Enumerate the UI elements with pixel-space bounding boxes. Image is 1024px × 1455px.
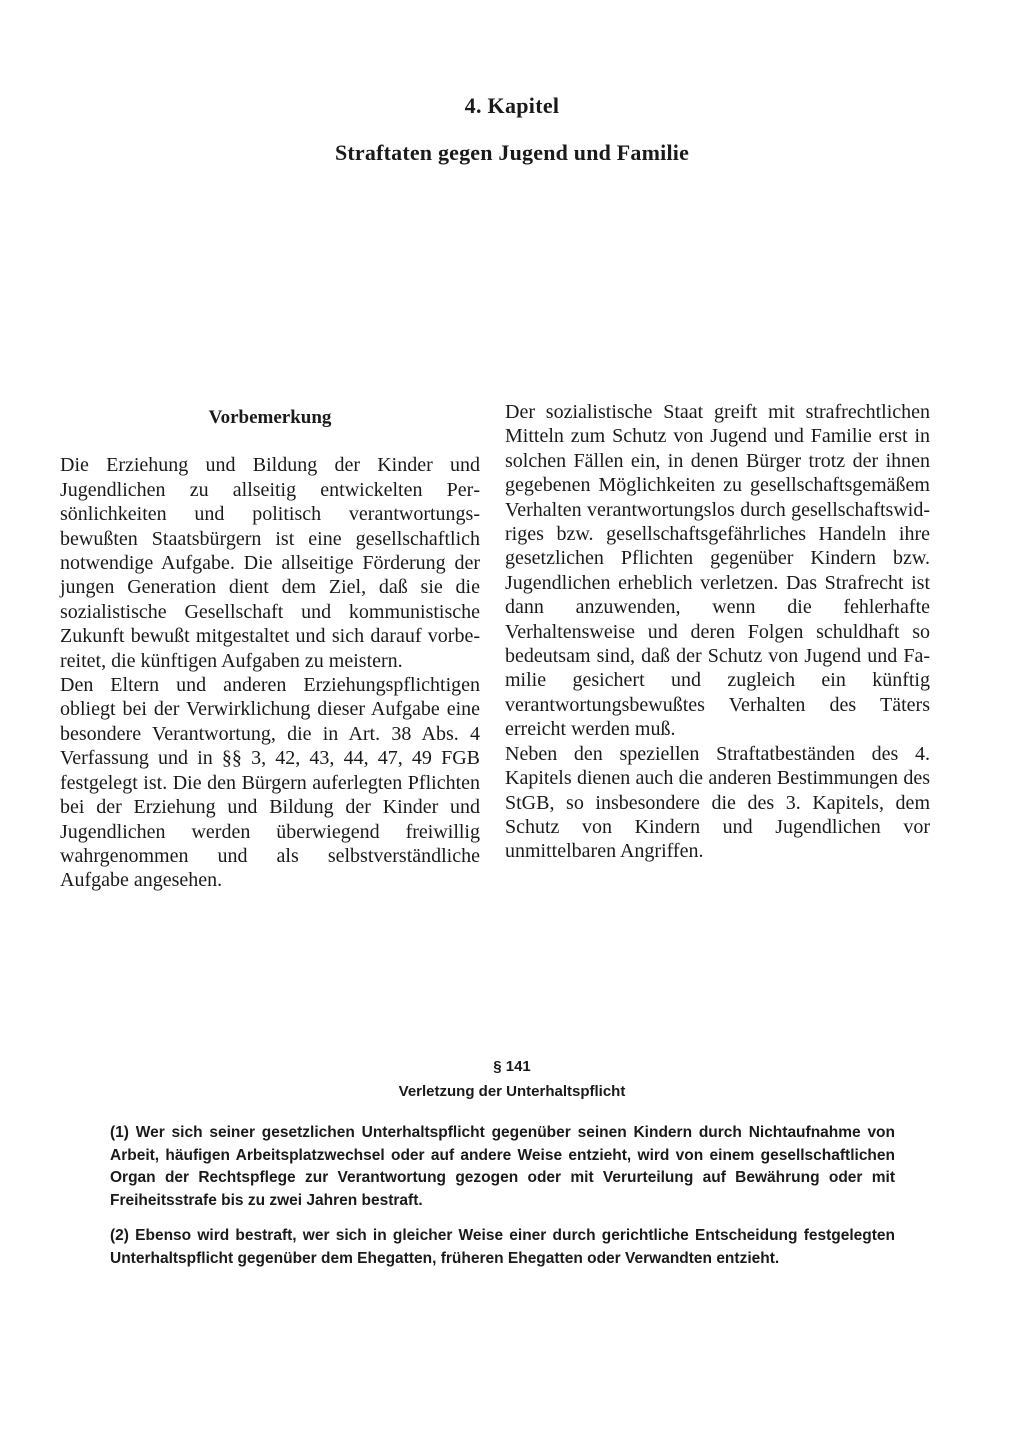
preface-right-column <box>505 400 930 864</box>
preface-paragraph: Den Eltern und anderen Erziehungspflichtigen obliegt bei der Verwirklichung dieser Aufgabe eine besondere Verantwortung, die in Art. 38 Abs. 4 Verfassung und in §§ 3, 42, 43, 44, 47, 49 FGB festgelegt ist. Die den Bürgern auferlegten Pflichten bei der Erziehung und Bildung der Kinder und Jugendlichen werden überwiegend freiwillig wahrgenommen und als selbstverständliche Aufgabe angesehen. <box>60 674 480 892</box>
section-paragraph: (2) Ebenso wird bestraft, wer sich in gleicher Weise einer durch gerichtliche Entscheidung festgelegten Unterhaltspflicht gegenüber dem Ehegatten, früheren Ehegatten oder Verwandten entzieht. <box>110 1227 895 1267</box>
section-paragraph: (1) Wer sich seiner gesetzlichen Unterhaltspflicht gegenüber seinen Kindern durch Nichtaufnahme von Arbeit, häufigen Arbeitsplatzwechsel oder auf andere Weise entzieht, wird von einem gesellschaftlichen Organ der Rechtspflege zur Verantwortung gezogen oder mit Verurteilung auf Bewährung oder mit Freiheitsstrafe bis zu zwei Jahren bestraft. <box>110 1124 895 1209</box>
preface-left-column <box>60 400 480 893</box>
chapter-title: Straftaten gegen Jugend und Familie <box>334 140 690 165</box>
preface-paragraph: Neben den speziellen Straftatbeständen des 4. Kapitels dienen auch die anderen Bestimmungen des StGB, so insbesondere die des 3. Kapitels, dem Schutz von Kindern und Jugendlichen vor unmittelbaren Angriffen. <box>505 742 930 863</box>
chapter-number: 4. Kapitel <box>464 93 560 118</box>
section-number: § 141 <box>493 1058 531 1075</box>
preface-paragraph: Der sozialistische Staat greift mit strafrechtlichen Mitteln zum Schutz von Jugend und Familie erst in solchen Fällen ein, in denen Bürger trotz der ihnen gegebenen Möglichkeiten zu gesellschaftsgemäßem Verhalten verantwortungslos durch gesellschaftswidriges bzw. gesellschaftsgefährliches Handeln ihre gesetzlichen Pflichten gegenüber Kindern bzw. Jugendlichen erheblich verletzen. Das Strafrecht ist dann anzuwenden, wenn die fehlerhafte Verhaltensweise und deren Folgen schuldhaft so bedeutsam sind, daß der Schutz von Jugend und Familie gesichert und zugleich ein künftig verantwortungsbewußtes Verhalten des Täters erreicht werden muß. <box>505 401 930 741</box>
preface-paragraph: Die Erziehung und Bildung der Kinder und Jugendlichen zu allseitig entwickelten Persönlichkeiten und politisch verantwortungsbewußten Staatsbürgern ist eine gesellschaftlich notwendige Aufgabe. Die allseitige Förderung der jungen Generation dient dem Ziel, daß sie die sozialistische Gesellschaft und kommunistische Zukunft bewußt mitgestaltet und sich darauf vorbereitet, die künftigen Aufgaben zu meistern. <box>60 454 480 672</box>
section-title: Verletzung der Unterhaltspflicht <box>398 1083 626 1100</box>
section-body <box>110 1122 895 1283</box>
preface-heading: Vorbemerkung <box>208 407 332 428</box>
